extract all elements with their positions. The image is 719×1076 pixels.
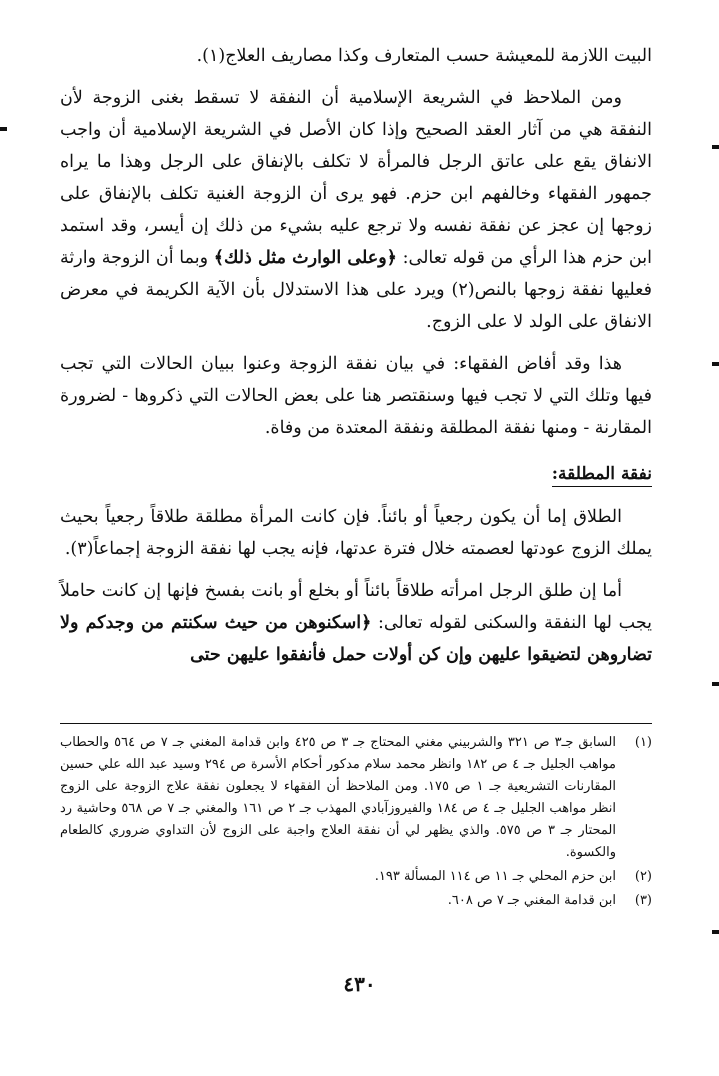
footnote-number: (٣) xyxy=(634,893,652,908)
paragraph-2 xyxy=(60,82,652,338)
quran-verse-1: ﴿وعلى الوارث مثل ذلك﴾ xyxy=(213,248,397,268)
scan-edge-mark xyxy=(0,127,7,131)
scan-edge-mark xyxy=(712,145,719,149)
footnote xyxy=(60,890,652,912)
footnote xyxy=(60,866,652,888)
footnote-text: السابق جـ٣ ص ٣٢١ والشربيني مغني المحتاج جـ ٣ ص ٤٢٥ وابن قدامة المغني جـ ٧ ص ٥٦٤ والحطاب مواهب الجليل جـ ٤ ص ١٨٢ وانظر محمد سلام مدكور أحكام الأسرة ص ٢٩٤ وسيد عبد الله علي حسين المقارنات التشريعية جـ ١ ص ١٧٥. ومن الملاحظ أن الفقهاء لا يجعلون نفقة علاج الزوجة على الزوج انظر مواهب الجليل جـ ٤ ص ١٨٤ والفيروزآبادي المهذب جـ ٢ ص ١٦١ والمغني جـ ٧ ص ٥٦٨ وحاشية رد المحتار جـ ٣ ص ٥٧٥. والذي يظهر لي أن نفقة العلاج واجبة على الزوج لأن التداوي ضروري كالطعام والكسوة. xyxy=(60,735,617,860)
paragraph-5 xyxy=(60,575,652,671)
paragraph-2-text: ومن الملاحظ في الشريعة الإسلامية أن النفقة لا تسقط بغنى الزوجة لأن النفقة هي من آثار العقد الصحيح وإذا كان الأصل في الشريعة الإسلامية أن واجب الانفاق يقع على عاتق الرجل فالمرأة لا تكلف بالإنفاق على الرجل وهذا ما يراه جمهور الفقهاء وخالفهم ابن حزم. فهو يرى أن الزوجة الغنية تكلف بالإنفاق على زوجها إن عجز عن نفقة نفسه ولا ترجع عليه بشيء من ذلك إن أيسر، وقد استمد ابن حزم هذا الرأي من قوله تعالى: xyxy=(60,88,652,268)
page-body xyxy=(60,40,652,681)
section-heading: نفقة المطلقة: xyxy=(552,464,652,487)
footnote xyxy=(60,732,652,864)
paragraph-4: الطلاق إما أن يكون رجعياً أو بائناً. فإن كانت المرأة مطلقة طلاقاً رجعياً بحيث يملك الزوج عودتها لعصمته خلال فترة عدتها، فإنه يجب لها نفقة الزوجة إجماعاً(٣). xyxy=(60,507,652,559)
scan-edge-mark xyxy=(712,930,719,934)
page-number: ٤٣٠ xyxy=(343,972,376,996)
footnote-text: ابن قدامة المغني جـ ٧ ص ٦٠٨. xyxy=(447,893,616,908)
footnote-number: (١) xyxy=(634,735,652,750)
quran-verse-2: ﴿اسكنوهن من حيث سكنتم من وجدكم ولا تضاروهن لتضيقوا عليهن وإن كن أولات حمل فأنفقوا عليهن حتى xyxy=(60,613,652,665)
scan-edge-mark xyxy=(712,682,719,686)
footnotes xyxy=(60,732,652,914)
paragraph-5-text: أما إن طلق الرجل امرأته طلاقاً بائناً أو بخلع أو بانت بفسخ فإنها إن كانت حاملاً يجب لها النفقة والسكنى لقوله تعالى: xyxy=(60,581,652,633)
paragraph-3: هذا وقد أفاض الفقهاء: في بيان نفقة الزوجة وعنوا ببيان الحالات التي تجب فيها وتلك التي لا تجب فيها وسنقتصر هنا على بعض الحالات التي ذكروها - لضرورة المقارنة - ومنها نفقة المطلقة ونفقة المعتدة من وفاة. xyxy=(60,354,652,438)
paragraph-2-continued: وبما أن الزوجة وارثة فعليها نفقة زوجها بالنص(٢) ويرد على هذا الاستدلال بأن الآية الكريمة في معرض الانفاق على الولد لا على الزوج. xyxy=(60,248,652,332)
footnote-text: ابن حزم المحلي جـ ١١ ص ١١٤ المسألة ١٩٣. xyxy=(374,869,616,884)
footnote-divider xyxy=(60,723,652,724)
paragraph-1: البيت اللازمة للمعيشة حسب المتعارف وكذا مصاريف العلاج(١). xyxy=(196,46,652,66)
footnote-number: (٢) xyxy=(634,869,652,884)
scan-edge-mark xyxy=(712,362,719,366)
